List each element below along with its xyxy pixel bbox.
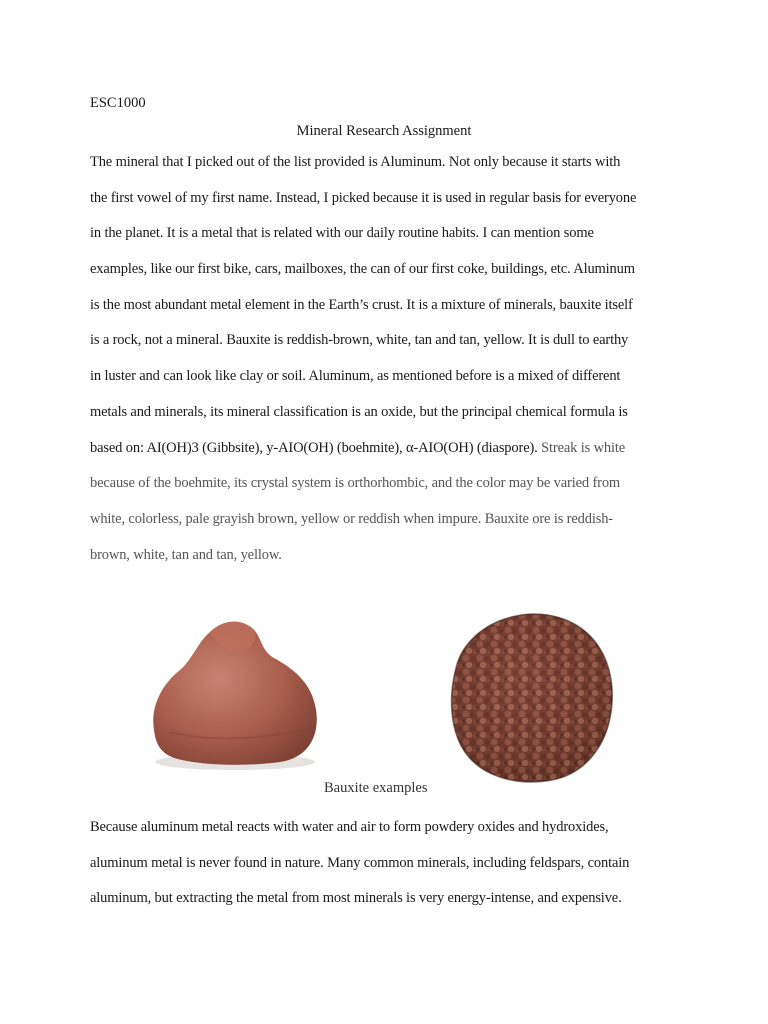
paragraph-line: Because aluminum metal reacts with water and air to form powdery oxides and hydroxides, (90, 819, 609, 835)
bauxite-photo-right (434, 598, 624, 794)
paragraph-intro (90, 153, 690, 581)
paragraph-line: in luster and can look like clay or soil. Aluminum, as mentioned before is a mixed of different (90, 368, 621, 385)
paragraph-line: brown, white, tan and tan, yellow. (90, 546, 282, 563)
bauxite-photo-left (140, 612, 325, 772)
paragraph-aluminum-nature (90, 818, 690, 925)
paragraph-line: examples, like our first bike, cars, mailboxes, the can of our first coke, buildings, etc. Aluminum (90, 261, 635, 278)
paragraph-line: is a rock, not a mineral. Bauxite is reddish-brown, white, tan and tan, yellow. It is dull to earthy (90, 332, 629, 349)
paragraph-line: the first vowel of my first name. Instead, I picked because it is used in regular basis for everyone (90, 189, 637, 206)
bauxite-rock-left-image (140, 612, 325, 772)
formula-text: based on: AI(OH)3 (Gibbsite), y-AIO(OH) (boehmite), α-AIO(OH) (diaspore). (90, 439, 538, 456)
paragraph-line (90, 439, 690, 475)
paragraph-line: in the planet. It is a metal that is related with our daily routine habits. I can mention some (90, 225, 594, 242)
document-title: Mineral Research Assignment (296, 123, 472, 139)
paragraph-line: aluminum metal is never found in nature. Many common minerals, including feldspars, contain (90, 854, 630, 871)
paragraph-line: white, colorless, pale grayish brown, yellow or reddish when impure. Bauxite ore is reddish- (90, 510, 613, 527)
paragraph-line: aluminum, but extracting the metal from most minerals is very energy-intense, and expensive. (90, 890, 622, 907)
paragraph-line: because of the boehmite, its crystal system is orthorhombic, and the color may be varied from (90, 475, 621, 492)
course-code: ESC1000 (90, 95, 146, 111)
paragraph-line: is the most abundant metal element in the Earth’s crust. It is a mixture of minerals, bauxite itself (90, 296, 633, 313)
figure-caption: Bauxite examples (324, 780, 428, 796)
paragraph-line: metals and minerals, its mineral classification is an oxide, but the principal chemical formula is (90, 403, 628, 420)
paragraph-line: The mineral that I picked out of the list provided is Aluminum. Not only because it starts with (90, 154, 621, 170)
bauxite-rock-right-image (434, 598, 624, 794)
streak-text: Streak is white (537, 439, 626, 456)
